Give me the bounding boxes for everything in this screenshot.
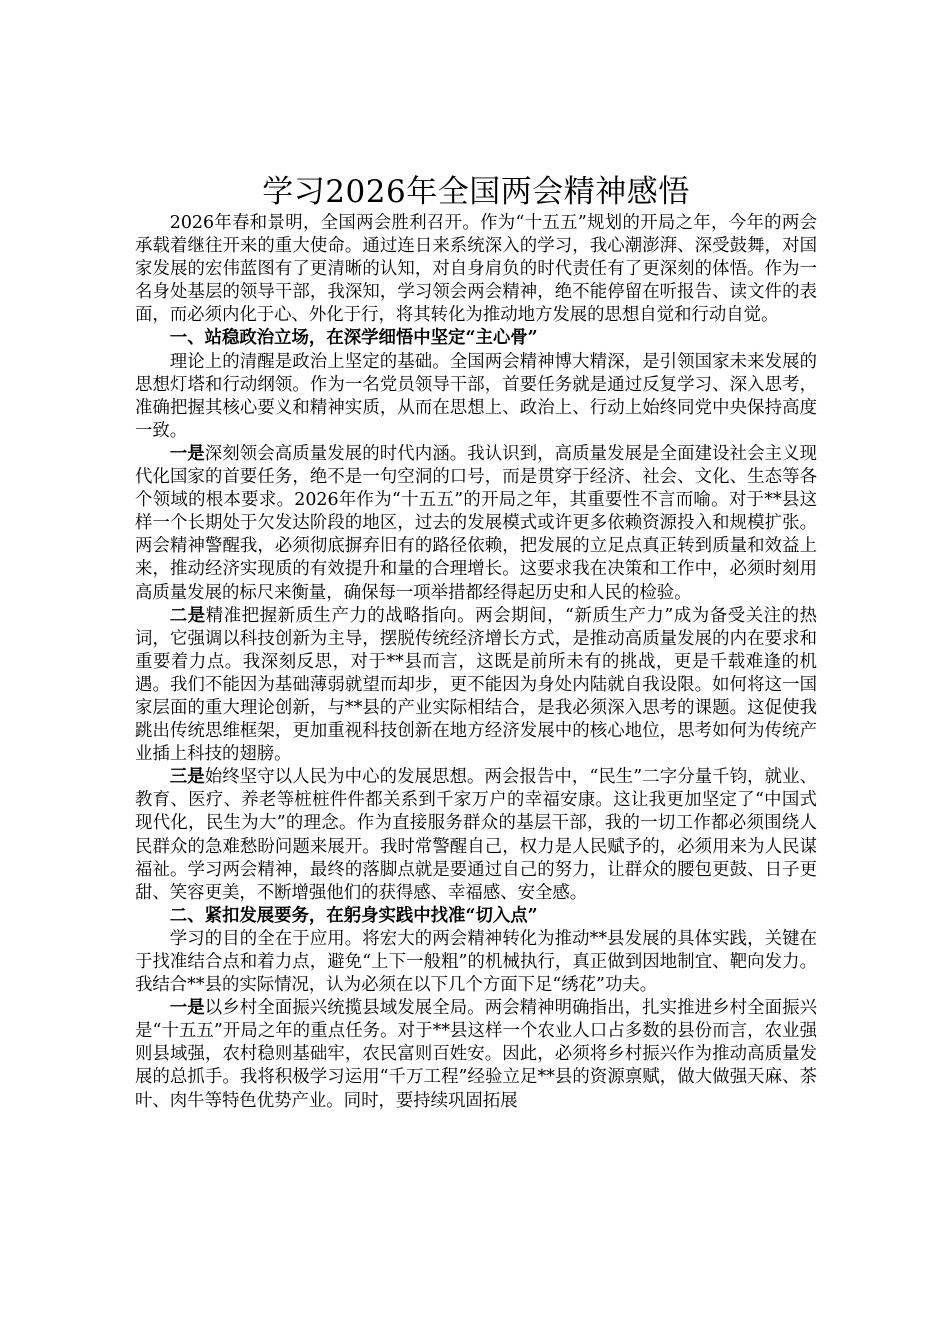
item-lead: 三是	[169, 767, 205, 788]
document-title: 学习2026年全国两会精神感悟	[262, 174, 690, 210]
section-2-heading: 二、紧扣发展要务，在躬身实践中找准“切入点”	[169, 905, 538, 926]
section-1-item-3	[135, 766, 817, 905]
item-lead: 二是	[169, 605, 206, 626]
section-2-intro: 学习的目的全在于应用。将宏大的两会精神转化为推动**县发展的具体实践，关键在于找准结合点和着力点，避免“上下一般粗”的机械执行，真正做到因地制宜、靶向发力。我结合**县的实际情况，认为必须在以下几个方面下足“绣花”功夫。	[135, 928, 817, 996]
document-page	[135, 172, 817, 1113]
item-text: 始终坚守以人民为中心的发展思想。两会报告中，“民生”二字分量千钧，就业、教育、医疗、养老等桩桩件件都关系到千家万户的幸福安康。这让我更加坚定了“中国式现代化，民生为大”的理念。作为直接服务群众的基层干部，我的一切工作都必须围绕人民群众的急难愁盼问题来展开。我时常警醒自己，权力是人民赋予的，必须用来为人民谋福祉。学习两会精神，最终的落脚点就是要通过自己的努力，让群众的腰包更鼓、日子更甜、笑容更美，不断增强他们的获得感、幸福感、安全感。	[135, 767, 817, 903]
item-lead: 一是	[169, 998, 205, 1019]
section-1-item-1	[135, 443, 817, 605]
section-1-heading: 一、站稳政治立场，在深学细悟中坚定“主心骨”	[169, 328, 538, 349]
section-1-item-2	[135, 605, 817, 767]
item-text: 深刻领会高质量发展的时代内涵。我认识到，高质量发展是全面建设社会主义现代化国家的首要任务，绝不是一句空洞的口号，而是贯穿于经济、社会、文化、生态等各个领域的根本要求。2026年作为“十五五”的开局之年，其重要性不言而喻。对于**县这样一个长期处于欠发达阶段的地区，过去的发展模式或许更多依赖资源投入和规模扩张。两会精神警醒我，必须彻底摒弃旧有的路径依赖，把发展的立足点真正转到质量和效益上来，推动经济实现质的有效提升和量的合理增长。这要求我在决策和工作中，必须时刻用高质量发展的标尺来衡量，确保每一项举措都经得起历史和人民的检验。	[135, 443, 817, 603]
section-2-item-1	[135, 997, 817, 1112]
item-text: 以乡村全面振兴统揽县域发展全局。两会精神明确指出，扎实推进乡村全面振兴是“十五五”开局之年的重点任务。对于**县这样一个农业人口占多数的县份而言，农业强则县域强，农村稳则基础牢，农民富则百姓安。因此，必须将乡村振兴作为推动高质量发展的总抓手。我将积极学习运用“千万工程”经验立足**县的资源禀赋，做大做强天麻、茶叶、肉牛等特色优势产业。同时，要持续巩固拓展	[135, 998, 817, 1111]
intro-paragraph: 2026年春和景明，全国两会胜利召开。作为“十五五”规划的开局之年，今年的两会承载着继往开来的重大使命。通过连日来系统深入的学习，我心潮澎湃、深受鼓舞，对国家发展的宏伟蓝图有了更清晰的认知，对自身肩负的时代责任有了更深刻的体悟。作为一名身处基层的领导干部，我深知，学习领会两会精神，绝不能停留在听报告、读文件的表面，而必须内化于心、外化于行，将其转化为推动地方发展的思想自觉和行动自觉。	[135, 213, 817, 326]
item-text: 精准把握新质生产力的战略指向。两会期间，“新质生产力”成为备受关注的热词，它强调以科技创新为主导，摆脱传统经济增长方式，是推动高质量发展的内在要求和重要着力点。我深刻反思，对于**县而言，这既是前所未有的挑战，更是千载难逢的机遇。我们不能因为基础薄弱就望而却步，更不能因为身处内陆就自我设限。如何将这一国家层面的重大理论创新，与**县的产业实际相结合，是我必须深入思考的课题。这促使我跳出传统思维框架，更加重视科技创新在地方经济发展中的核心地位，思考如何为传统产业插上科技的翅膀。	[135, 605, 817, 765]
item-lead: 一是	[169, 443, 205, 464]
section-1-intro: 理论上的清醒是政治上坚定的基础。全国两会精神博大精深，是引领国家未来发展的思想灯塔和行动纲领。作为一名党员领导干部，首要任务就是通过反复学习、深入思考，准确把握其核心要义和精神实质，从而在思想上、政治上、行动上始终同党中央保持高度一致。	[135, 351, 817, 441]
